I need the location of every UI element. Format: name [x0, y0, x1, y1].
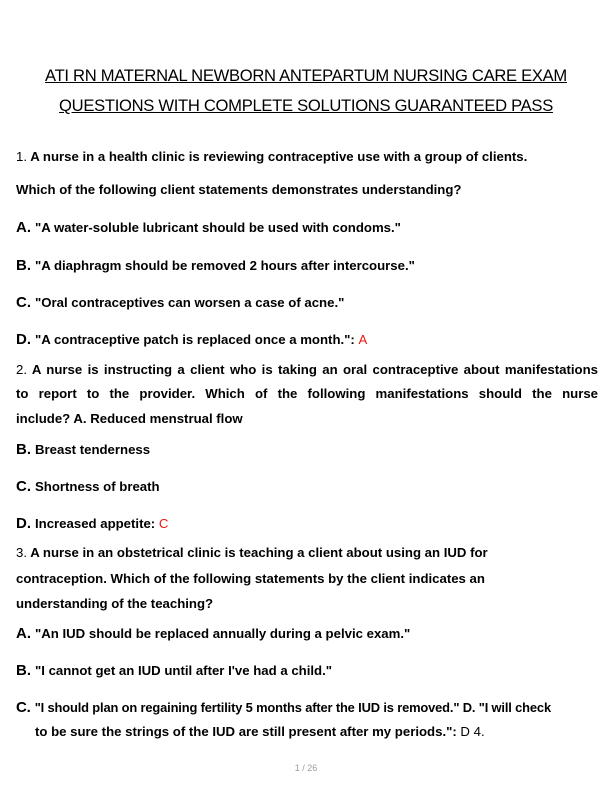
question-2-option-c [16, 478, 160, 495]
option-text: "An IUD should be replaced annually during a pelvic exam." [35, 626, 411, 641]
option-text: Increased appetite: [35, 516, 156, 531]
option-letter: A. [16, 219, 31, 236]
question-2-line-1: A nurse is instructing a client who is taking an oral contraceptive about manifestations [31, 362, 598, 377]
question-2-answer: C [158, 516, 169, 531]
option-letter: A. [16, 625, 31, 642]
question-3-line-3: understanding of the teaching? [16, 596, 214, 611]
question-1-number: 1. [16, 149, 27, 164]
option-letter: B. [16, 441, 31, 458]
question-2-number: 2. [16, 362, 27, 377]
option-text: "I should plan on regaining fertility 5 months after the IUD is removed." D. "I will check [34, 700, 551, 715]
page-number: 1 / 26 [294, 763, 318, 773]
option-text: Breast tenderness [35, 442, 151, 457]
option-letter: C. [16, 294, 31, 311]
question-3-stem [16, 545, 488, 560]
option-letter: B. [16, 257, 31, 274]
option-letter: C. [16, 699, 31, 716]
question-2-option-b [16, 441, 150, 458]
option-text: "A water-soluble lubricant should be used with condoms." [35, 220, 401, 235]
question-1-option-b [16, 257, 415, 274]
option-text: "Oral contraceptives can worsen a case of acne." [35, 295, 345, 310]
question-2-option-d [16, 515, 168, 532]
option-text: "A contraceptive patch is replaced once a month.": [35, 332, 355, 347]
question-1-option-a [16, 219, 401, 236]
question-3-option-c [16, 699, 551, 716]
question-1-option-d [16, 331, 367, 348]
question-1-line-1: A nurse in a health clinic is reviewing contraceptive use with a group of clients. [30, 149, 528, 164]
question-1-line-2: Which of the following client statements demonstrates understanding? [16, 182, 462, 197]
question-3-option-b [16, 662, 332, 679]
question-3-line-2: contraception. Which of the following statements by the client indicates an [16, 571, 485, 586]
option-letter: D. [16, 515, 31, 532]
option-text: "I cannot get an IUD until after I've had a child." [35, 663, 333, 678]
option-letter: C. [16, 478, 31, 495]
document-title-line-2: QUESTIONS WITH COMPLETE SOLUTIONS GUARANTEED PASS [59, 96, 553, 115]
question-3-continuation [35, 724, 485, 739]
question-2-line-2: to report to the provider. Which of the following manifestations should the nurse [16, 386, 598, 401]
question-1-stem [16, 149, 527, 164]
question-3-option-a [16, 625, 410, 642]
question-3-number: 3. [16, 545, 27, 560]
question-2-stem-line-1 [16, 362, 598, 377]
question-3-continuation-text: to be sure the strings of the IUD are still present after my periods.": [35, 724, 457, 739]
question-1-answer: A [358, 332, 368, 347]
document-title-line-1: ATI RN MATERNAL NEWBORN ANTEPARTUM NURSING CARE EXAM [45, 66, 567, 85]
option-letter: B. [16, 662, 31, 679]
question-1-option-c [16, 294, 344, 311]
option-text: "A diaphragm should be removed 2 hours after intercourse." [35, 258, 415, 273]
question-3-line-1: A nurse in an obstetrical clinic is teaching a client about using an IUD for [30, 545, 488, 560]
option-letter: D. [16, 331, 31, 348]
question-2-line-3: include? A. Reduced menstrual flow [16, 411, 243, 426]
option-text: Shortness of breath [35, 479, 160, 494]
question-3-answer: D 4. [460, 724, 485, 739]
